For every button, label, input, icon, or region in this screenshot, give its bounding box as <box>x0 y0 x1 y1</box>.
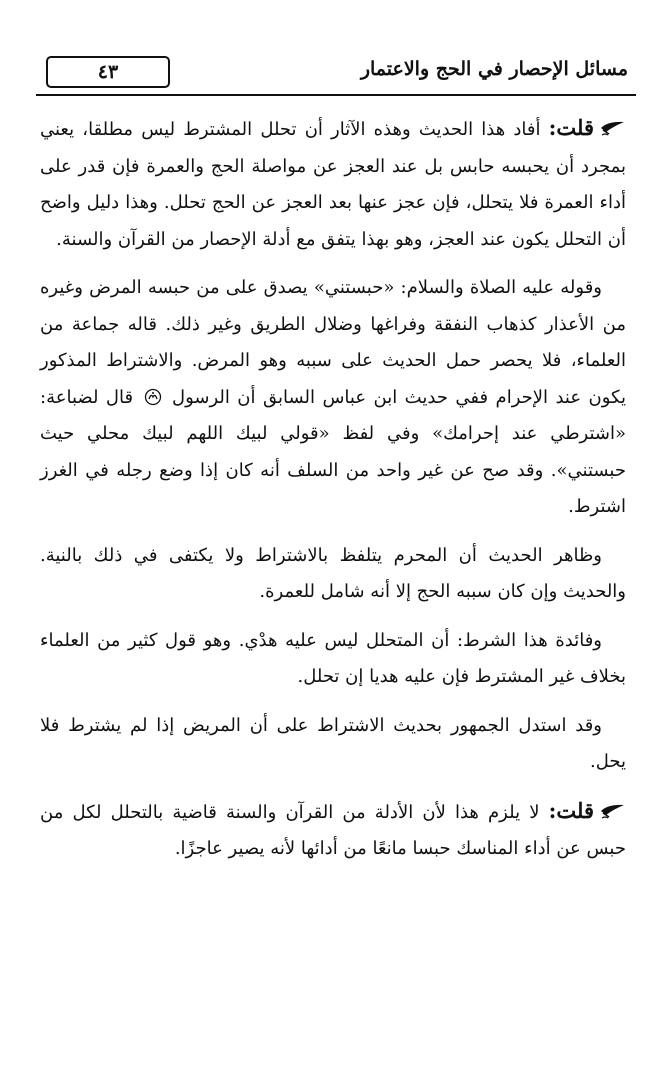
paragraph-2 <box>40 270 626 526</box>
qult-label: قلت: <box>548 115 594 140</box>
paragraph-3 <box>40 538 626 611</box>
running-title: مسائل الإحصار في الحج والاعتمار <box>360 58 628 80</box>
paragraph-1 <box>40 110 626 258</box>
paragraph-text: وقوله عليه الصلاة والسلام: «حبستني» يصدق على من حبسه المرض وغيره من الأعذار كذهاب النفقة وفراغها وضلال الطريق وغير ذلك. قاله جماعة من العلماء، فلا يحصر حمل الحديث على سببه وهو المرض. والاشتراط المذكور يكون عند الإحرام ففي حديث ابن عباس السابق أن الرسول <box>40 277 626 408</box>
header-rule <box>36 94 636 96</box>
paragraph-6 <box>40 793 626 868</box>
paragraph-text: أفاد هذا الحديث وهذه الآثار أن تحلل المشترط ليس مطلقا، يعني بمجرد أن يحبسه حابس بل عند العجز عن مواصلة الحج والعمرة فإن قدر على أداء العمرة فلا يتحلل، فإن عجز عنها بعد العجز عن الحج تحلل. وهذا دليل واضح أن التحلل يكون عند العجز، وهو بهذا يتفق مع أدلة الإحصار من القرآن والسنة. <box>40 119 626 250</box>
qult-label: قلت: <box>548 797 594 823</box>
pen-icon <box>600 119 626 137</box>
pen-icon <box>600 802 626 820</box>
paragraph-text: لا يلزم هذا لأن الأدلة من القرآن والسنة قاضية بالتحلل لكل من حبس عن أداء المناسك حبسا مانعًا من أدائها لأنه يصير عاجزًا. <box>40 801 626 859</box>
paragraph-5 <box>40 708 626 781</box>
paragraph-text: قال لضباعة: «اشترطي عند إحرامك» وفي لفظ «قولي لبيك اللهم لبيك محلي حيث حبستني». وقد صح عن غير واحد من السلف أنه كان إذا وضع رجله في الغرز اشترط. <box>40 386 626 517</box>
paragraph-text: وظاهر الحديث أن المحرم يتلفظ بالاشتراط ولا يكتفى في ذلك بالنية. والحديث وإن كان سببه الحج إلا أنه شامل للعمرة. <box>40 544 626 602</box>
paragraph-text: وفائدة هذا الشرط: أن المتحلل ليس عليه هدْي. وهو قول كثير من العلماء بخلاف غير المشترط فإن عليه هديا إن تحلل. <box>40 629 626 687</box>
paragraph-4 <box>40 623 626 696</box>
paragraph-text: وقد استدل الجمهور بحديث الاشتراط على أن المريض إذا لم يشترط فلا يحل. <box>40 714 626 772</box>
page-number: ٤٣ <box>46 56 170 88</box>
page-body <box>40 110 626 880</box>
honorific-seal-icon <box>144 388 162 406</box>
page-header <box>36 50 632 96</box>
